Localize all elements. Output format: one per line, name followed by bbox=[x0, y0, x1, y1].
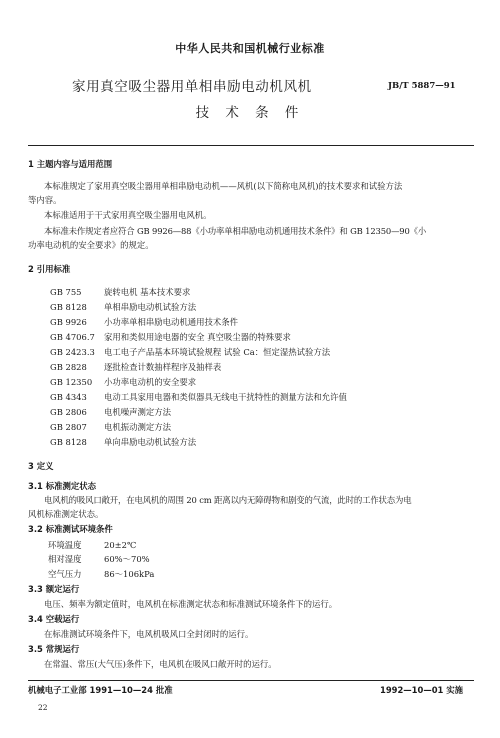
reference-title: 电机振动测定方法 bbox=[104, 422, 171, 432]
reference-title: 单相串励电动机试验方法 bbox=[104, 302, 197, 312]
reference-title: 小功率电动机的安全要求 bbox=[104, 377, 197, 387]
reference-code: GB 4706.7 bbox=[50, 332, 95, 342]
env-value-temperature: 20±2℃ bbox=[104, 540, 137, 550]
reference-code: GB 2828 bbox=[50, 362, 87, 372]
approval-statement: 机械电子工业部 1991—10—24 批准 bbox=[28, 685, 173, 695]
section-3-3-heading: 3.3 额定运行 bbox=[28, 584, 80, 594]
reference-title: 旋转电机 基本技术要求 bbox=[104, 287, 191, 297]
header-rule bbox=[28, 145, 474, 146]
section-3-4-heading: 3.4 空载运行 bbox=[28, 614, 80, 624]
section-3-5-heading: 3.5 常规运行 bbox=[28, 644, 80, 654]
document-title: 家用真空吸尘器用单相串励电动机风机 bbox=[72, 79, 312, 95]
page-number: 22 bbox=[38, 703, 48, 712]
section-3-5-text: 在常温、常压(大气压)条件下，电风机在吸风口敞开时的运行。 bbox=[44, 659, 277, 669]
section-3-2-heading: 3.2 标准测试环境条件 bbox=[28, 524, 113, 534]
section-3-3-text: 电压、频率为额定值时，电风机在标准测定状态和标准测试环境条件下的运行。 bbox=[44, 599, 338, 609]
reference-code: GB 8128 bbox=[50, 302, 87, 312]
effective-date: 1992—10—01 实施 bbox=[380, 685, 464, 695]
reference-code: GB 4343 bbox=[50, 392, 87, 402]
reference-title: 小功率单相串励电动机通用技术条件 bbox=[104, 317, 238, 327]
section-1-para-3-line-1: 本标准未作规定者应符合 GB 9926—88《小功率单相串励电动机通用技术条件》和 GB 12350—90《小 bbox=[44, 226, 427, 236]
reference-code: GB 2806 bbox=[50, 407, 87, 417]
env-value-pressure: 86～106kPa bbox=[104, 569, 155, 579]
reference-code: GB 2423.3 bbox=[50, 347, 95, 357]
standard-number: JB/T 5887—91 bbox=[388, 81, 456, 91]
section-3-1-line-1: 电风机的吸风口敞开，在电风机的周围 20 cm 距离以内无障碍物和剧变的气流，此时的工作状态为电 bbox=[44, 495, 412, 505]
reference-title: 电机噪声测定方法 bbox=[104, 407, 171, 417]
env-label-humidity: 相对湿度 bbox=[48, 554, 82, 564]
section-1-heading: 1 主题内容与适用范围 bbox=[28, 159, 113, 169]
reference-code: GB 2807 bbox=[50, 422, 87, 432]
reference-title: 电工电子产品基本环境试验规程 试验 Ca：恒定湿热试验方法 bbox=[104, 347, 331, 357]
section-3-heading: 3 定义 bbox=[28, 461, 54, 471]
env-label-temperature: 环境温度 bbox=[48, 540, 82, 550]
reference-code: GB 12350 bbox=[50, 377, 93, 387]
reference-code: GB 9926 bbox=[50, 317, 87, 327]
reference-code: GB 8128 bbox=[50, 437, 87, 447]
env-label-pressure: 空气压力 bbox=[48, 569, 82, 579]
document-subtitle: 技 术 条 件 bbox=[195, 105, 305, 121]
issuing-body: 中华人民共和国机械行业标准 bbox=[175, 42, 325, 55]
section-1-para-1-line-1: 本标准规定了家用真空吸尘器用单相串励电动机——风机(以下简称电风机)的技术要求和试验方法 bbox=[44, 181, 403, 191]
section-2-heading: 2 引用标准 bbox=[28, 264, 71, 274]
section-3-1-line-2: 风机标准测定状态。 bbox=[28, 509, 104, 519]
section-1-para-1-line-2: 等内容。 bbox=[28, 195, 62, 205]
reference-title: 电动工具家用电器和类似器具无线电干扰特性的测量方法和允许值 bbox=[104, 392, 347, 402]
section-1-para-3-line-2: 功率电动机的安全要求》的规定。 bbox=[28, 240, 154, 250]
reference-code: GB 755 bbox=[50, 287, 82, 297]
reference-title: 单向串励电动机试验方法 bbox=[104, 437, 197, 447]
reference-title: 家用和类似用途电器的安全 真空吸尘器的特殊要求 bbox=[104, 332, 291, 342]
section-3-4-text: 在标准测试环境条件下，电风机吸风口全封闭时的运行。 bbox=[44, 629, 254, 639]
reference-title: 逐批检查计数抽样程序及抽样表 bbox=[104, 362, 222, 372]
section-1-para-2: 本标准适用于干式家用真空吸尘器用电风机。 bbox=[44, 210, 212, 220]
footer-rule bbox=[28, 680, 474, 681]
section-3-1-heading: 3.1 标准测定状态 bbox=[28, 481, 97, 491]
env-value-humidity: 60%～70% bbox=[104, 554, 150, 564]
